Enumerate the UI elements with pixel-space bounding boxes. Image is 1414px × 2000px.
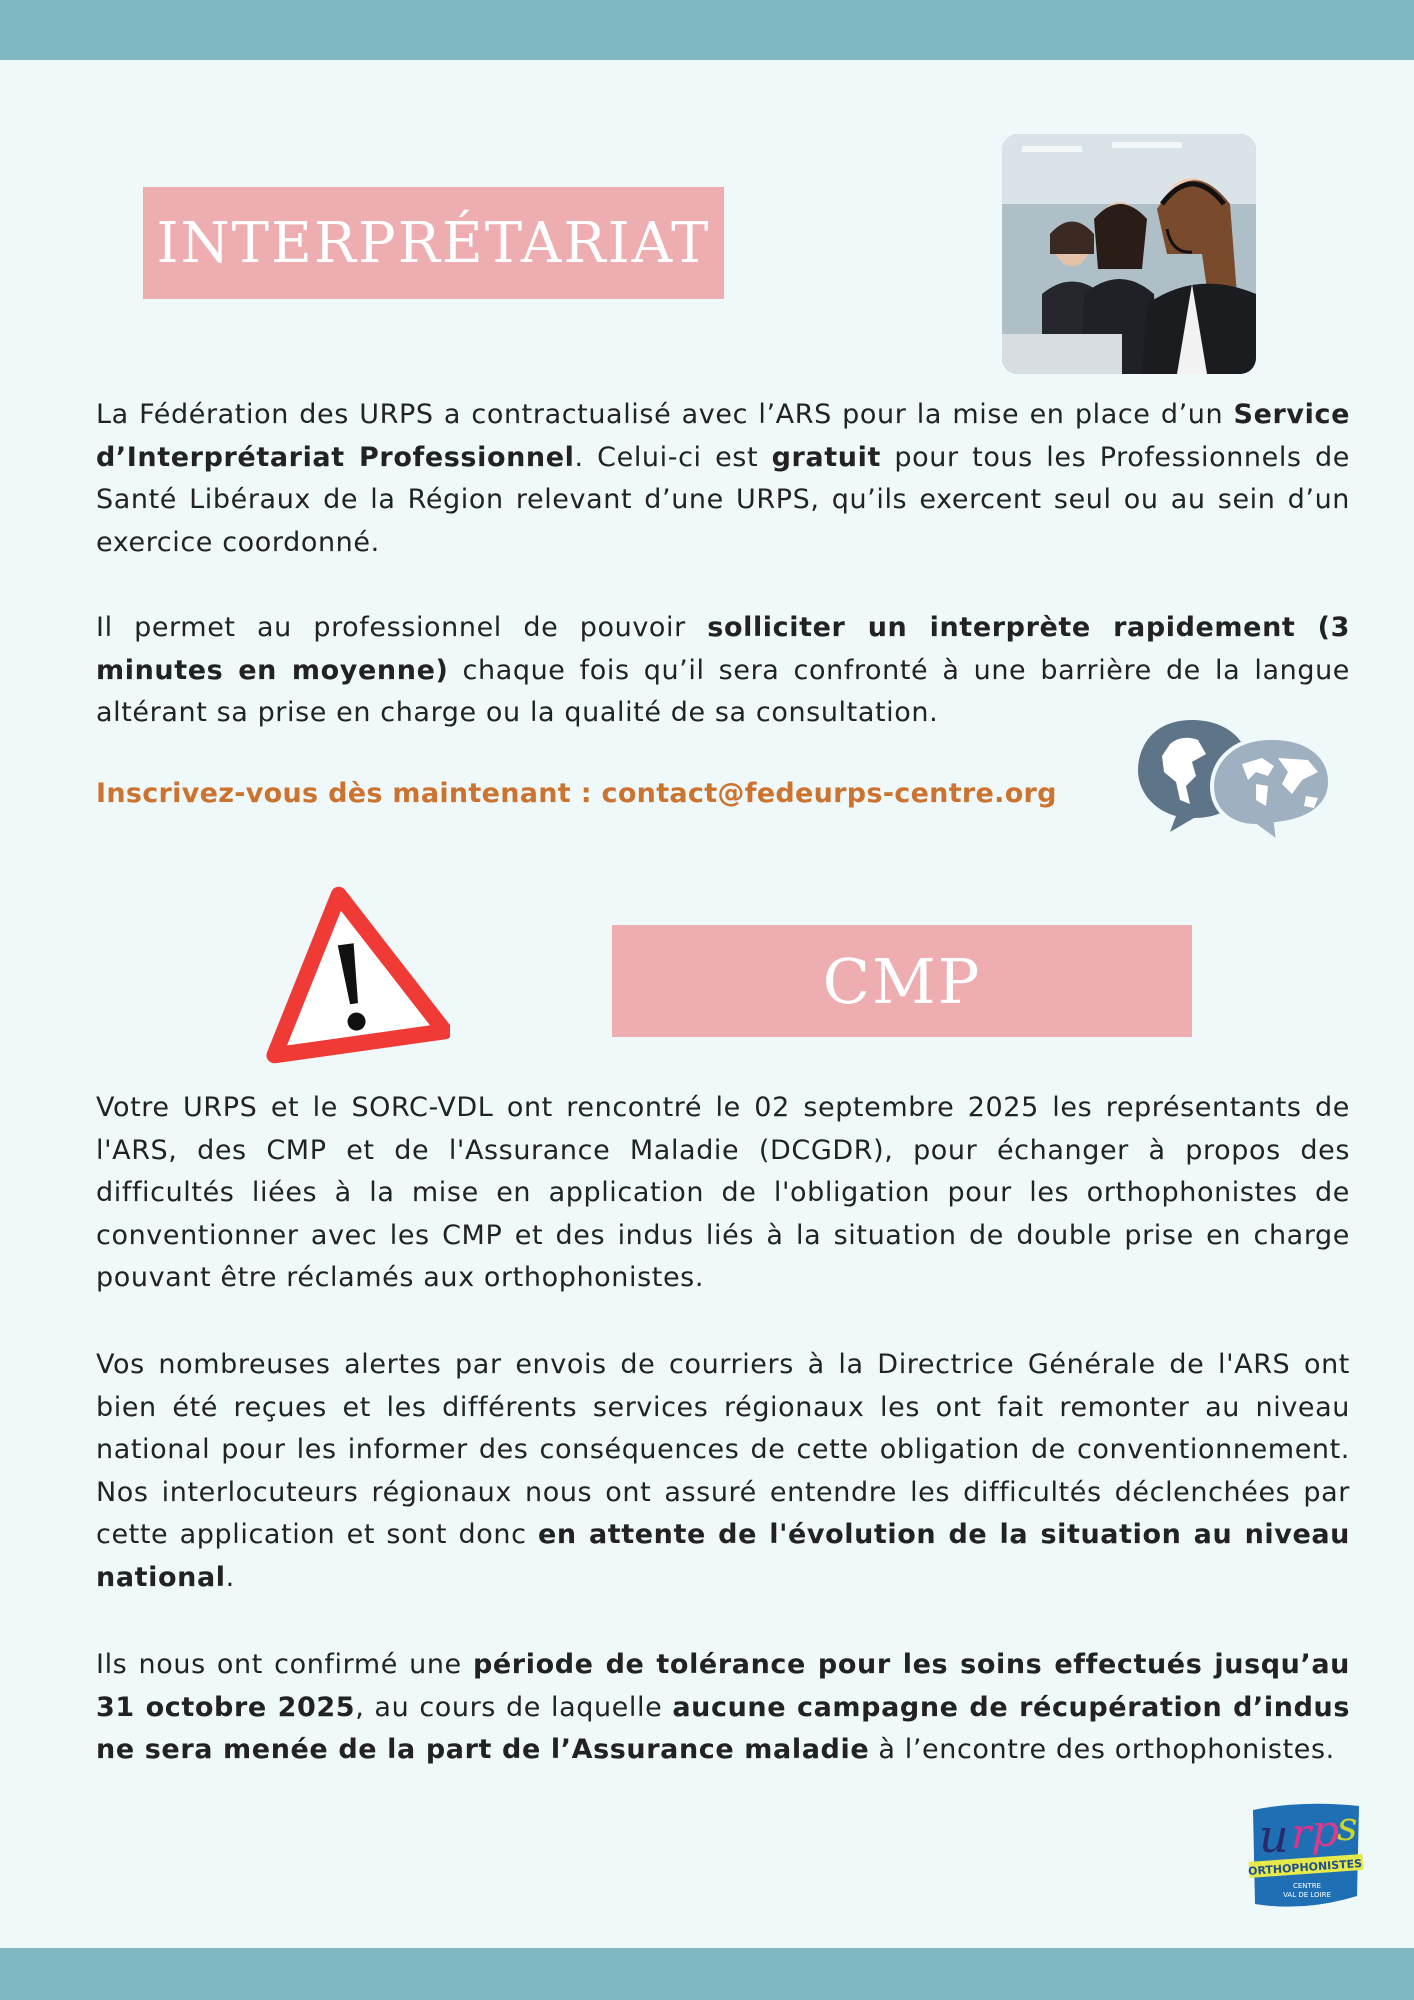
paragraph-cmp-meeting: Votre URPS et le SORC-VDL ont rencontré le 02 septembre 2025 les représentants de l'ARS, des CMP et de l'Assurance Maladie (DCGDR), pour échanger à propos des difficultés liées à la mise en application de l'obligation pour les orthophonistes de conventionner avec les CMP et des indus liés à la situation de double prise en charge pouvant être réclamés aux orthophonistes. (96, 1092, 1350, 1293)
logo-line-val-de-loire: VAL DE LOIRE (1283, 1891, 1331, 1899)
svg-text:p: p (1311, 1806, 1340, 1857)
bottom-band (0, 1948, 1414, 2000)
svg-text:u: u (1259, 1809, 1289, 1863)
paragraph-cmp-tolerance: Ils nous ont confirmé une période de tolérance pour les soins effectués jusqu’au 31 octobre 2025, au cours de laquelle aucune campagne de récupération d’indus ne sera menée de la part de l’Assurance maladie à l’encontre des orthophonistes. (96, 1649, 1351, 1765)
svg-text:s: s (1337, 1804, 1358, 1850)
section-title-interpretariat: INTERPRÉTARIAT (143, 187, 724, 299)
top-band (0, 0, 1414, 60)
urps-logo (1241, 1800, 1369, 1912)
logo-line-centre: CENTRE (1292, 1882, 1322, 1890)
section-title-cmp: CMP (612, 925, 1192, 1037)
headset-operators-photo (1002, 134, 1256, 374)
paragraph-cmp-alerts: Vos nombreuses alertes par envois de courriers à la Directrice Générale de l'ARS ont bien été reçues et les différents services régionaux les ont fait remonter au niveau national pour les informer des conséquences de cette obligation de conventionnement. Nos interlocuteurs régionaux nous ont assuré entendre les difficultés déclenchées par cette application et sont donc en attente de l'évolution de la situation au niveau national. (96, 1349, 1350, 1593)
paragraph-interpretariat-intro: La Fédération des URPS a contractualisé avec l’ARS pour la mise en place d’un Service d’Interprétariat Professionnel. Celui-ci est gratuit pour tous les Professionnels de Santé Libéraux de la Région relevant d’une URPS, qu’ils exercent seul ou au sein d’un exercice coordonné. (96, 399, 1351, 558)
svg-text:r: r (1291, 1809, 1312, 1858)
logo-line-orthophonistes: ORTHOPHONISTES (1247, 1857, 1363, 1878)
paragraph-interpretariat-usage: Il permet au professionnel de pouvoir solliciter un interprète rapidement (3 minutes en moyenne) chaque fois qu’il sera confronté à une barrière de la langue altérant sa prise en charge ou la qualité de sa consultation. (96, 612, 1350, 728)
signup-contact-link[interactable]: Inscrivez-vous dès maintenant : contact@fedeurps-centre.org (96, 778, 1057, 809)
warning-triangle-icon (250, 880, 450, 1066)
globe-speech-bubbles-icon (1132, 714, 1338, 844)
